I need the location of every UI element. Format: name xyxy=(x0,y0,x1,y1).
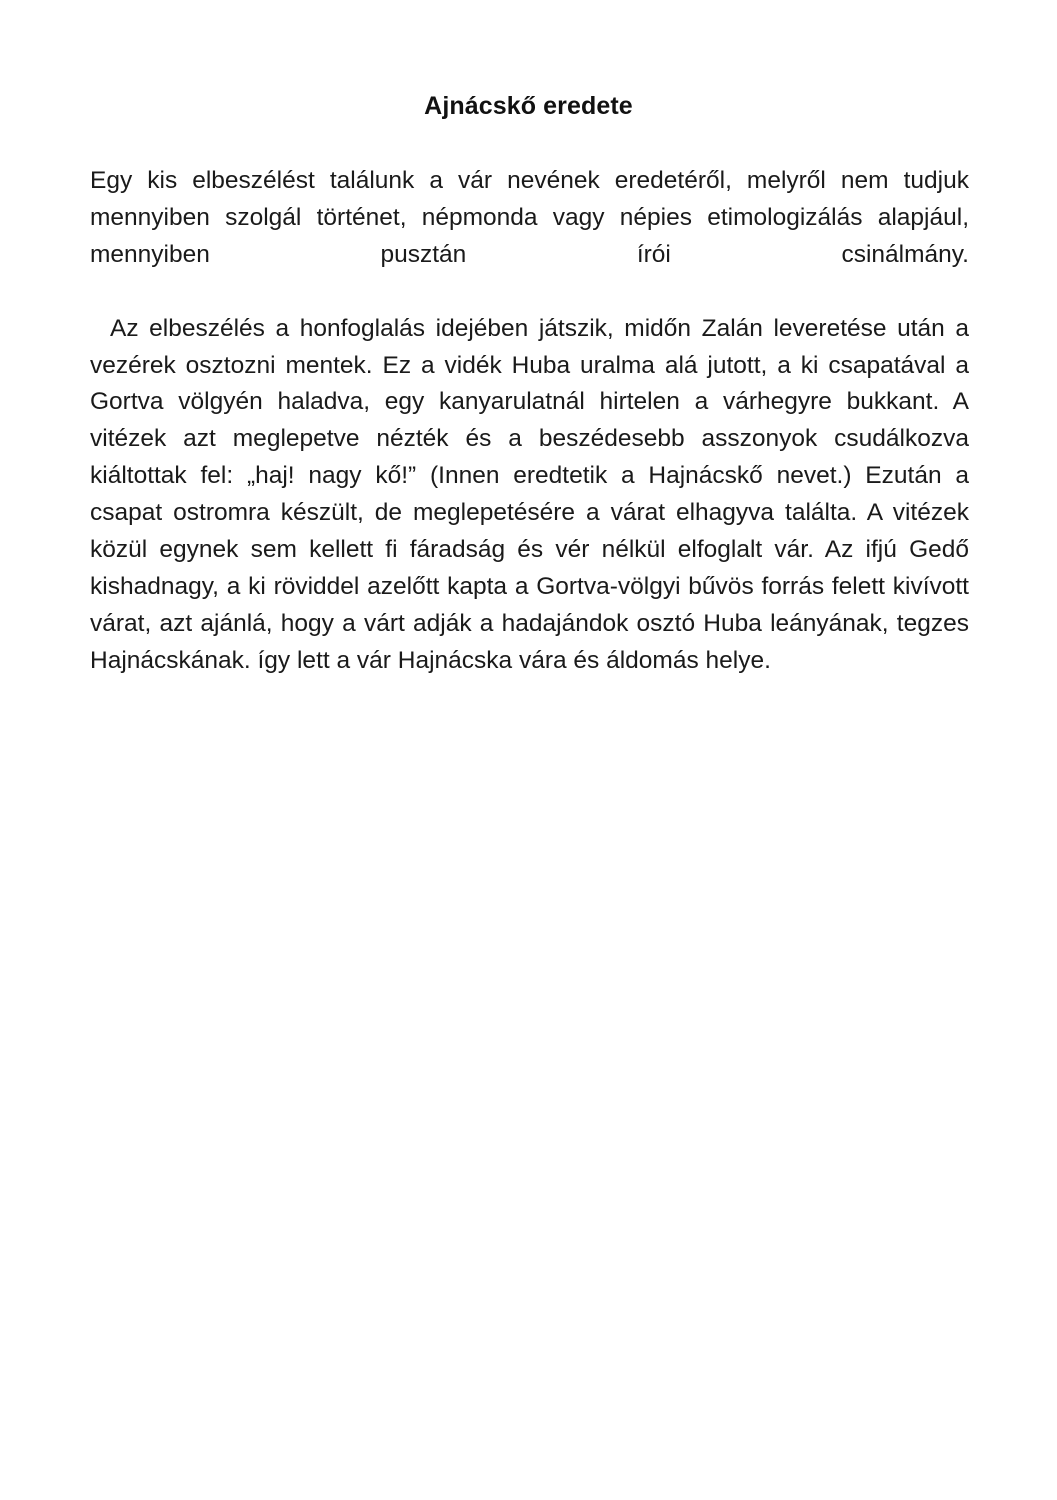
document-body xyxy=(90,163,969,680)
body-paragraph-2: Az elbeszélés a honfoglalás idejében játszik, midőn Zalán leveretése után a vezérek osztozni mentek. Ez a vidék Huba uralma alá jutott, a ki csapatával a Gortva völgyén haladva, egy kanyarulatnál hirtelen a várhegyre bukkant. A vitézek azt meglepetve nézték és a beszédesebb asszonyok csudálkozva kiáltottak fel: „haj! nagy kő!” (Innen eredtetik a Hajnácskő nevet.) Ezután a csapat ostromra készült, de meglepetésére a várat elhagyva találta. A vitézek közül egynek sem kellett fi fáradság és vér nélkül elfoglalt vár. Az ifjú Gedő kishadnagy, a ki röviddel azelőtt kapta a Gortva-völgyi bűvös forrás felett kivívott várat, azt ajánlá, hogy a várt adják a hadajándok osztó Huba leányának, tegzes Hajnácskának. így lett a vár Hajnácska vára és áldomás helye. xyxy=(90,314,969,674)
body-paragraph-1: Egy kis elbeszélést találunk a vár nevének eredetéről, melyről nem tudjuk mennyiben szolgál történet, népmonda vagy népies etimologizálás alapjául, mennyiben pusztán írói csinálmány. xyxy=(90,167,969,268)
page-title: Ajnácskő eredete xyxy=(424,92,633,120)
